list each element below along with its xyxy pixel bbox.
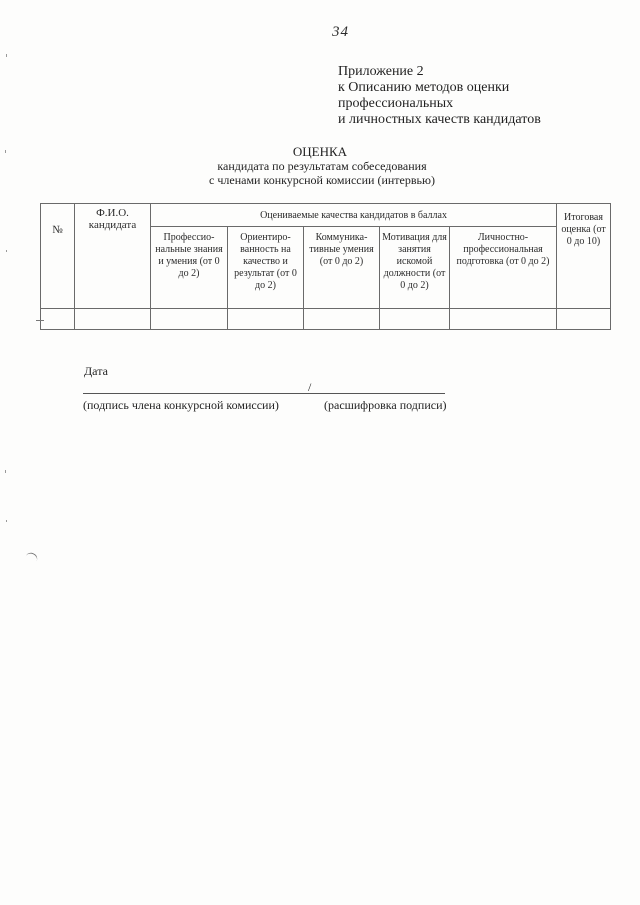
cell-score	[151, 309, 228, 330]
column-group-header: Оцениваемые качества кандидатов в баллах	[151, 204, 557, 227]
table-row	[41, 309, 611, 330]
column-header-name: Ф.И.О. кандидата	[75, 204, 151, 309]
signature-separator: /	[308, 380, 312, 394]
appendix-line: Приложение 2	[338, 64, 424, 79]
document-title: ОЦЕНКА	[292, 144, 348, 159]
scan-speck	[6, 520, 7, 522]
date-label: Дата	[84, 364, 108, 378]
appendix-line: профессиональных	[338, 96, 454, 111]
subtitle-line-2: с членами конкурсной комиссии (интервью)	[209, 173, 435, 187]
appendix-line: и личностных качеств кандидатов	[338, 112, 541, 127]
column-header-total: Итоговая оценка (от 0 до 10)	[557, 204, 611, 309]
appendix-block	[338, 64, 541, 128]
column-header-quality: Профессио-нальные знания и умения (от 0 до 2)	[151, 227, 228, 309]
scan-speck	[5, 150, 6, 153]
cell-score	[450, 309, 557, 330]
cell-number	[41, 309, 75, 330]
scan-speck	[6, 250, 7, 252]
signature-caption-right: (расшифровка подписи)	[324, 398, 447, 412]
appendix-line: к Описанию методов оценки	[338, 80, 510, 95]
column-header-quality: Ориентиро-ванность на качество и результат (от 0 до 2)	[228, 227, 304, 309]
column-header-quality: Личностно-профессиональная подготовка (от 0 до 2)	[450, 227, 557, 309]
column-header-number: №	[41, 204, 75, 309]
scan-speck	[6, 54, 7, 57]
signature-line	[83, 393, 445, 394]
cell-name	[75, 309, 151, 330]
margin-mark	[36, 320, 44, 321]
document-subtitle	[0, 159, 640, 187]
margin-scribble	[25, 551, 39, 563]
subtitle-line-1: кандидата по результатам собеседования	[217, 159, 427, 173]
cell-total	[557, 309, 611, 330]
column-header-quality: Мотивация для занятия искомой должности (от 0 до 2)	[380, 227, 450, 309]
page-number: 34	[332, 24, 349, 40]
evaluation-table	[40, 203, 611, 330]
cell-score	[228, 309, 304, 330]
column-header-quality: Коммуника-тивные умения (от 0 до 2)	[304, 227, 380, 309]
scan-speck	[5, 470, 6, 473]
signature-caption-left: (подпись члена конкурсной комиссии)	[83, 398, 279, 412]
cell-score	[304, 309, 380, 330]
cell-score	[380, 309, 450, 330]
